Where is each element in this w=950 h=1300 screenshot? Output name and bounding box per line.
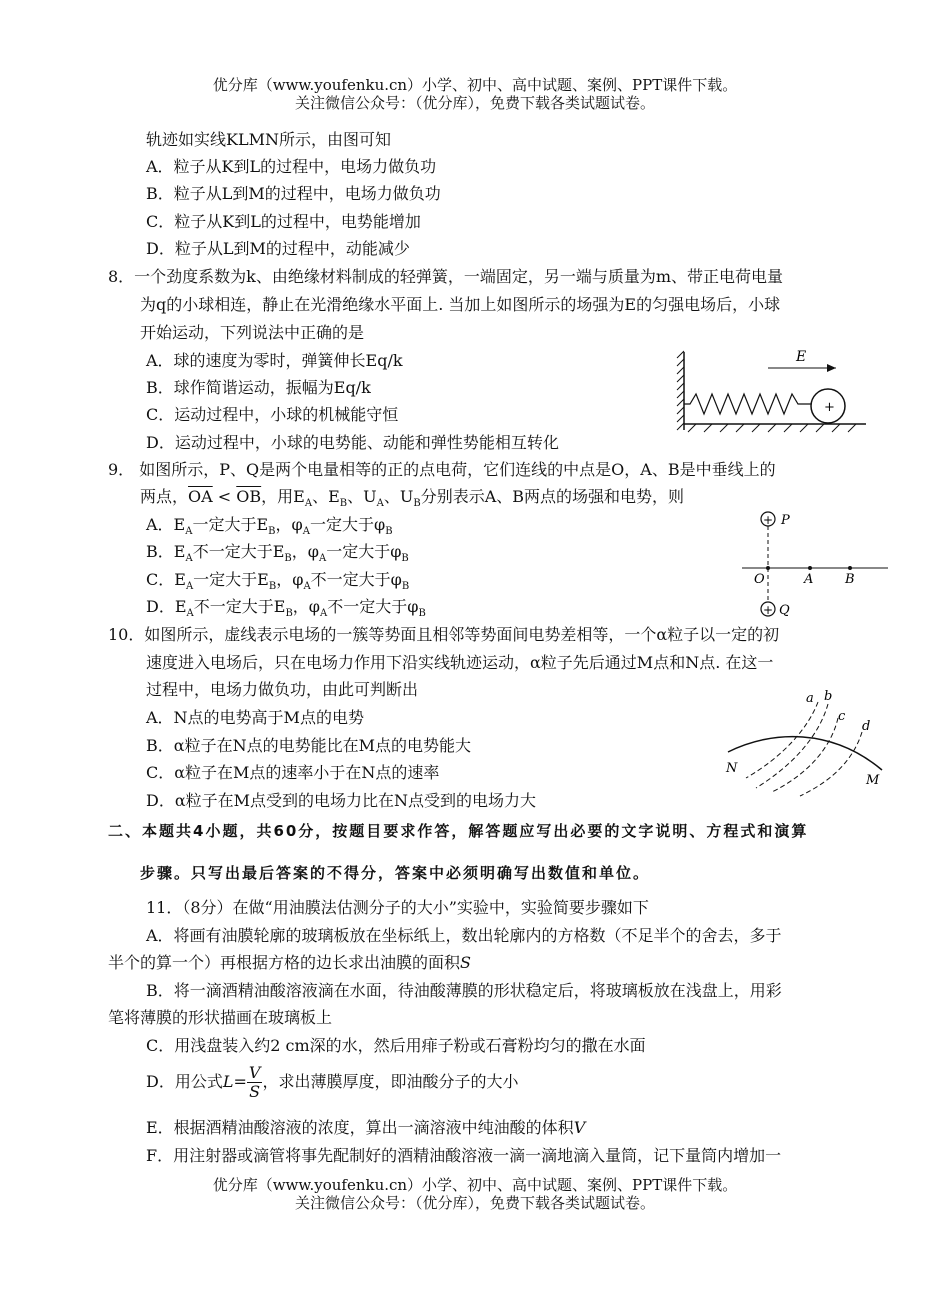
footer-line-2: 关注微信公众号：（优分库），免费下载各类试题试卷。 [294,1194,655,1212]
q7-option-c: C．粒子从K到L的过程中，电势能增加 [146,212,421,231]
point-o [766,566,770,570]
label-o: O [754,572,765,587]
q11-step-f-line-1: F．用注射器或滴管将事先配制好的酒精油酸溶液一滴一滴地滴入量筒，记下量筒内增加一 [146,1146,782,1165]
label-c: c [838,709,846,724]
q10-option-d: D．α粒子在M点受到的电场力比在N点受到的电场力大 [146,791,537,810]
point-a [808,566,812,570]
q11-stem: 11．（8分）在做“用油膜法估测分子的大小”实验中，实验简要步骤如下 [146,898,649,917]
label-q: Q [779,603,790,618]
footer-line-1: 优分库（www.youfenku.cn）小学、初中、高中试题、案例、PPT课件下载。 [212,1176,738,1194]
svg-text:+: + [763,513,774,527]
q8-stem-line-3: 开始运动，下列说法中正确的是 [140,323,365,342]
symbol-v: V [573,1118,586,1137]
q10-option-a: A．N点的电势高于M点的电势 [146,708,364,727]
q7-continuation: 轨迹如实线KLMN所示，由图可知 [146,130,391,149]
q9-charges-figure [738,506,890,622]
q7-option-d: D．粒子从L到M的过程中，动能减少 [146,239,410,258]
svg-text:+: + [763,603,774,617]
q11-step-c: C．用浅盘装入约2 cm深的水，然后用痱子粉或石膏粉均匀的撒在水面 [146,1036,646,1055]
label-b: b [824,689,833,704]
equipotential-b [756,704,828,788]
q10-stem-line-1: 10．如图所示，虚线表示电场的一簇等势面且相邻等势面间电势差相等，一个α粒子以一定的初 [108,625,780,644]
q8-option-c: C．运动过程中，小球的机械能守恒 [146,405,399,424]
equipotential-a [746,702,818,778]
q10-stem-line-2: 速度进入电场后，只在电场力作用下沿实线轨迹运动，α粒子先后通过M点和N点. 在这一 [146,653,774,672]
label-p: P [781,513,790,528]
q9-option-d: D．$E_A$不一定大于$E_B$，$\varphi_A$不一定大于$\varphi_B$ [146,597,426,620]
q9-option-c: C．$E_A$一定大于$E_B$，$\varphi_A$不一定大于$\varphi_B$ [146,570,410,593]
label-a: a [806,691,814,706]
q9-option-a: A．$E_A$一定大于$E_B$，$\varphi_A$一定大于$\varphi_B$ [146,515,393,538]
point-b [848,566,852,570]
q11-step-a-line-2: 半个的算一个）再根据方格的边长求出油膜的面积S [108,953,471,972]
field-label-e: E [796,349,807,365]
q10-stem-line-3: 过程中，电场力做负功，由此可判断出 [146,680,419,699]
q8-option-a: A．球的速度为零时，弹簧伸长Eq/k [146,351,403,370]
header-line-2: 关注微信公众号：（优分库），免费下载各类试题试卷。 [294,94,655,112]
q11-step-d: D．用公式L= $\frac{V}{S}$ ，求出薄膜厚度，即油酸分子的大小 [146,1063,519,1101]
field-arrow-head [827,364,836,372]
q8-option-d: D．运动过程中，小球的电势能、动能和弹性势能相互转化 [146,433,559,452]
q8-spring-figure [676,346,876,438]
section-2-heading-line-1: 二、本题共4小题，共60分，按题目要求作答，解答题应写出必要的文字说明、方程式和演算 [108,822,809,840]
q11-step-b-line-1: B．将一滴酒精油酸溶液滴在水面，待油酸薄膜的形状稳定后，将玻璃板放在浅盘上，用彩 [146,981,782,1000]
q10-option-c: C．α粒子在M点的速率小于在N点的速率 [146,763,440,782]
label-b: B [845,572,855,587]
q9-option-b: B．$E_A$不一定大于$E_B$，$\varphi_A$一定大于$\varphi_B$ [146,542,409,565]
formula-fraction: $\frac{V}{S}$ [248,1063,261,1101]
q9-stem-line-1: 9． 如图所示，P、Q是两个电量相等的正的点电荷，它们连线的中点是O，A、B是中垂线上的 [108,460,776,479]
symbol-s: S [460,953,471,972]
label-a: A [804,572,814,587]
section-2-heading-line-2: 步骤。只写出最后答案的不得分，答案中必须明确写出数值和单位。 [140,864,651,882]
q10-equipotential-figure [722,688,892,798]
q11-step-b-line-2: 笔将薄膜的形状描画在玻璃板上 [108,1008,333,1027]
floor-hatching [688,424,856,432]
q11-step-a-line-1: A．将画有油膜轮廓的玻璃板放在坐标纸上，数出轮廓内的方格数（不足半个的舍去，多于 [146,926,782,945]
label-d: d [862,719,871,734]
q11-step-e: E．根据酒精油酸溶液的浓度，算出一滴溶液中纯油酸的体积V [146,1118,586,1137]
q9-stem-line-2: 两点，$\overline{OA} < \overline{OB}$，用$E_A$、$E_B$、$U_A$、$U_B$分别表示A、B两点的场强和电势，则 [140,487,685,510]
wall-hatching [677,351,684,430]
label-m: M [866,773,880,788]
q7-option-a: A．粒子从K到L的过程中，电场力做负功 [146,157,437,176]
header-line-1: 优分库（www.youfenku.cn）小学、初中、高中试题、案例、PPT课件下载。 [212,76,738,94]
q8-stem-line-1: 8．一个劲度系数为k、由绝缘材料制成的轻弹簧，一端固定，另一端与质量为m、带正电荷电量 [108,267,784,286]
q7-option-b: B．粒子从L到M的过程中，电场力做负功 [146,184,441,203]
segment-oa: $\overline{OA}$ [188,487,213,506]
q10-option-b: B．α粒子在N点的电势能比在M点的电势能大 [146,736,471,755]
label-n: N [726,761,738,776]
q8-option-b: B．球作简谐运动，振幅为Eq/k [146,378,371,397]
segment-ob: $\overline{OB}$ [236,487,262,506]
ball-charge-sign: + [824,400,835,415]
q8-stem-line-2: 为q的小球相连，静止在光滑绝缘水平面上. 当加上如图所示的场强为E的匀强电场后，小球 [140,295,781,314]
equipotential-c [772,718,838,792]
spring [684,394,812,414]
